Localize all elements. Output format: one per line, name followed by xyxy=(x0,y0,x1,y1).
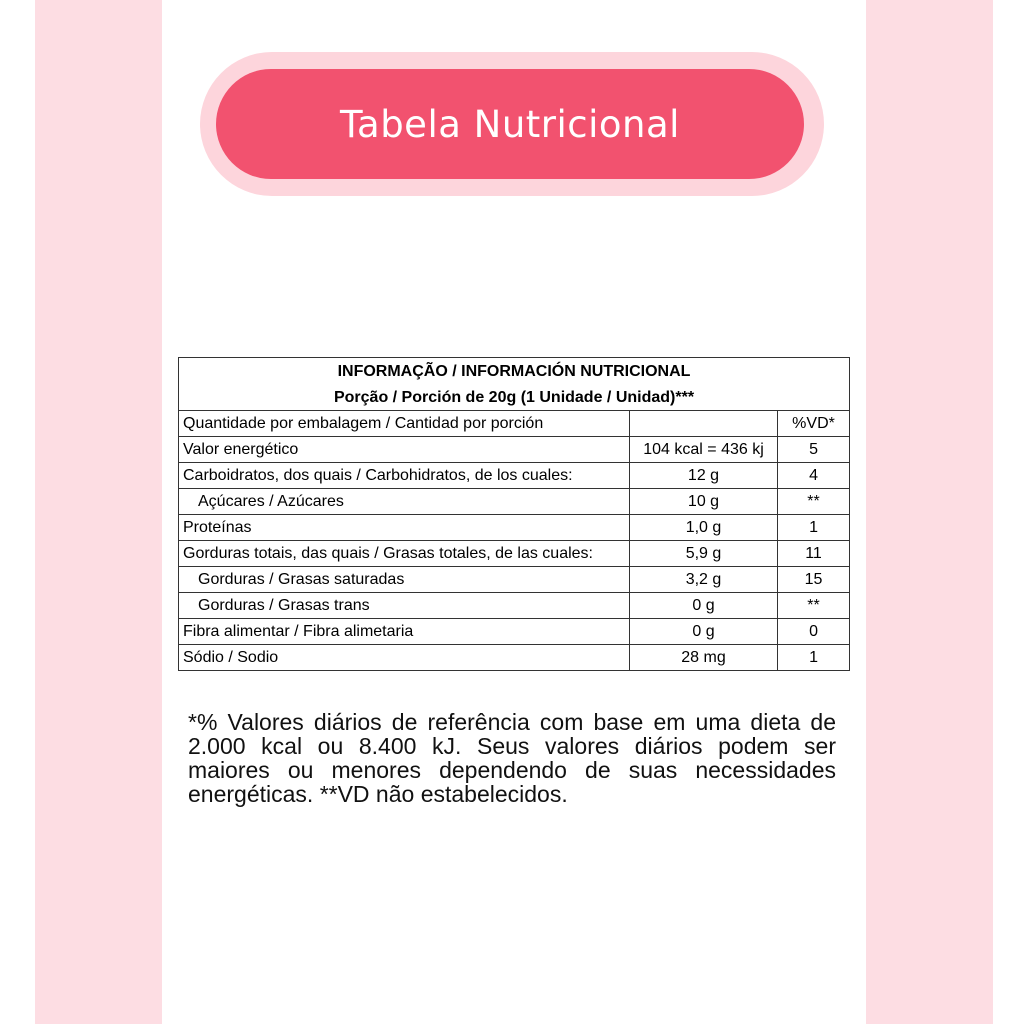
footnote: *% Valores diários de referência com base em uma dieta de 2.000 kcal ou 8.400 kJ. Seus valores diários podem ser maiores ou menores dependendo de suas necessidades energéticas. **VD não estabelecidos. xyxy=(188,709,836,807)
nutrient-vd: 5 xyxy=(778,437,850,463)
table-subtitle-row xyxy=(179,386,850,411)
header-banner xyxy=(216,69,804,179)
nutrient-vd: ** xyxy=(778,593,850,619)
nutrient-value: 1,0 g xyxy=(630,515,778,541)
table-subtitle: Porção / Porción de 20g (1 Unidade / Unidad)*** xyxy=(179,386,850,411)
nutrient-vd: 4 xyxy=(778,463,850,489)
nutrient-value: 3,2 g xyxy=(630,567,778,593)
nutrition-table xyxy=(178,357,850,671)
nutrient-vd: 15 xyxy=(778,567,850,593)
nutrient-value: 0 g xyxy=(630,619,778,645)
nutrient-value: 104 kcal = 436 kj xyxy=(630,437,778,463)
nutrient-label: Proteínas xyxy=(179,515,630,541)
nutrient-label: Açúcares / Azúcares xyxy=(179,489,630,515)
column-header-row xyxy=(179,411,850,437)
nutrient-label: Fibra alimentar / Fibra alimetaria xyxy=(179,619,630,645)
nutrient-value: 0 g xyxy=(630,593,778,619)
column-header-vd: %VD* xyxy=(778,411,850,437)
table-row xyxy=(179,515,850,541)
nutrient-vd: 11 xyxy=(778,541,850,567)
nutrient-value: 5,9 g xyxy=(630,541,778,567)
table-row xyxy=(179,593,850,619)
table-row xyxy=(179,437,850,463)
column-header-value xyxy=(630,411,778,437)
table-title: INFORMAÇÃO / INFORMACIÓN NUTRICIONAL xyxy=(179,358,850,387)
nutrient-label: Gorduras / Grasas saturadas xyxy=(179,567,630,593)
nutrient-vd: ** xyxy=(778,489,850,515)
nutrient-vd: 1 xyxy=(778,645,850,671)
nutrient-vd: 1 xyxy=(778,515,850,541)
nutrient-value: 10 g xyxy=(630,489,778,515)
table-row xyxy=(179,645,850,671)
nutrient-label: Sódio / Sodio xyxy=(179,645,630,671)
left-pink-stripe xyxy=(35,0,162,1024)
nutrient-label: Valor energético xyxy=(179,437,630,463)
nutrient-label: Gorduras totais, das quais / Grasas totales, de las cuales: xyxy=(179,541,630,567)
nutrient-label: Carboidratos, dos quais / Carbohidratos, de los cuales: xyxy=(179,463,630,489)
column-header-label: Quantidade por embalagem / Cantidad por porción xyxy=(179,411,630,437)
table-title-row xyxy=(179,358,850,387)
nutrient-value: 12 g xyxy=(630,463,778,489)
table-row xyxy=(179,541,850,567)
table-row xyxy=(179,567,850,593)
table-row xyxy=(179,463,850,489)
page-title: Tabela Nutricional xyxy=(340,102,680,146)
table-row xyxy=(179,619,850,645)
table-row xyxy=(179,489,850,515)
nutrient-vd: 0 xyxy=(778,619,850,645)
nutrient-value: 28 mg xyxy=(630,645,778,671)
nutrient-label: Gorduras / Grasas trans xyxy=(179,593,630,619)
right-pink-stripe xyxy=(866,0,993,1024)
